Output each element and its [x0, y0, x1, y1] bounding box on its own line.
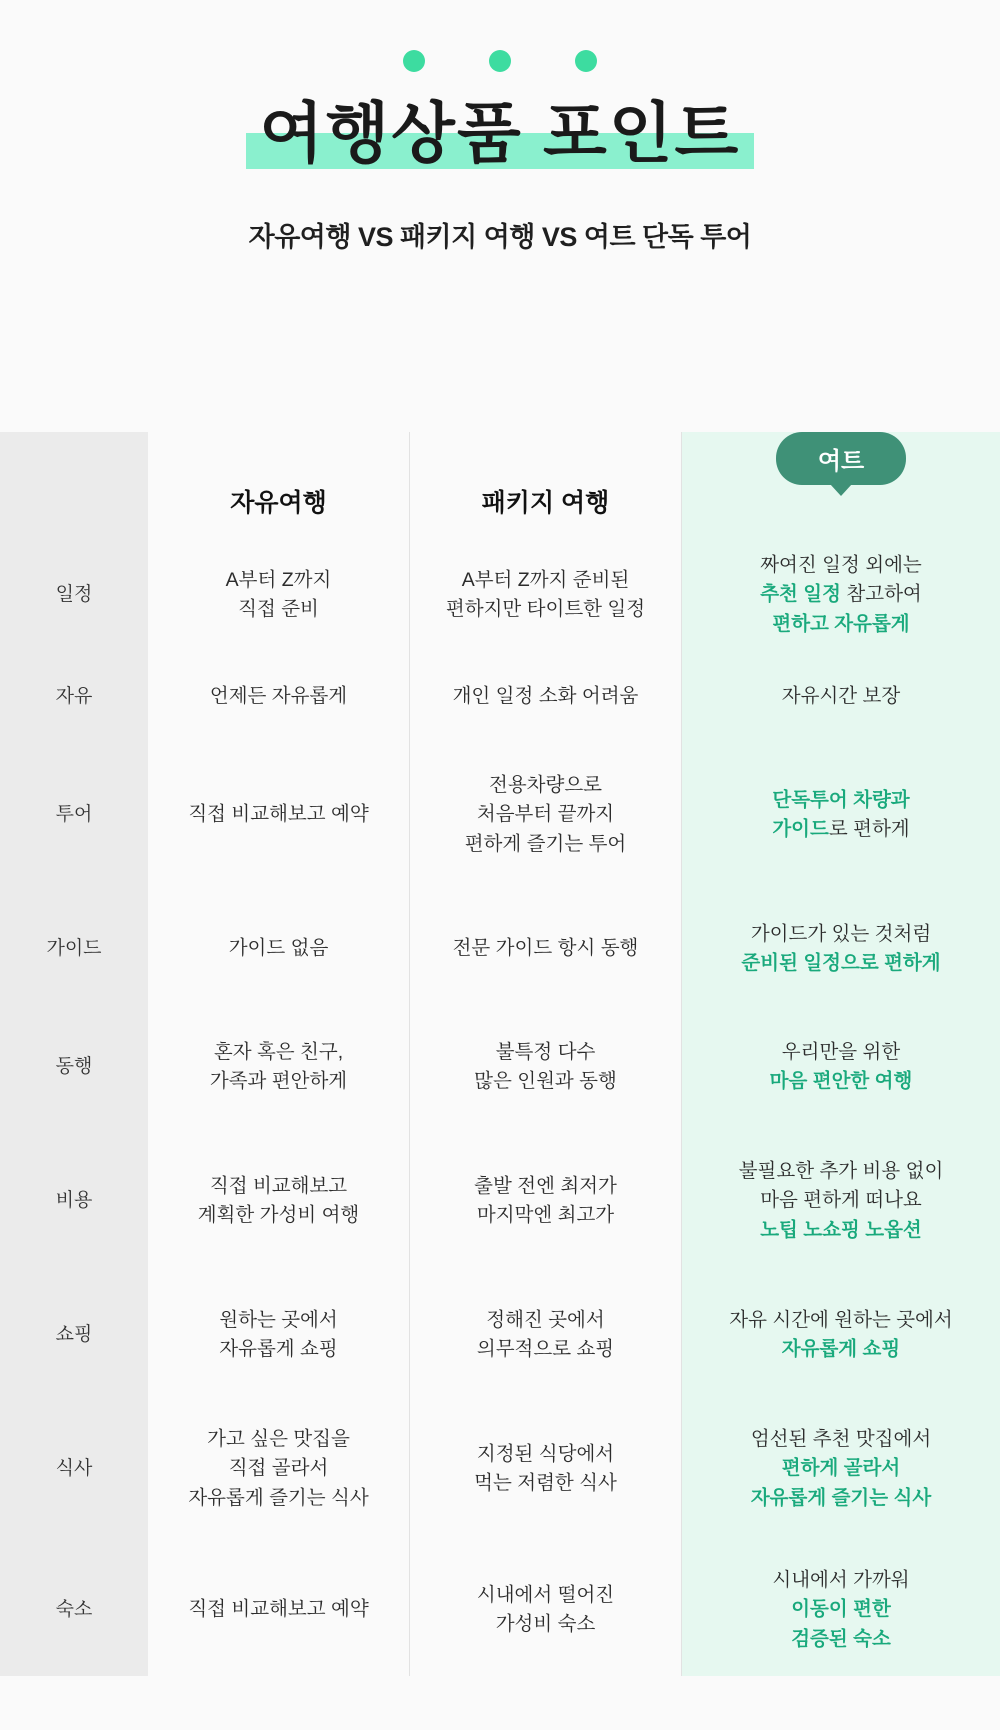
row-label: 쇼핑	[0, 1276, 148, 1394]
cell-line: 가이드 없음	[228, 937, 329, 960]
status-badge: 여트	[776, 432, 906, 485]
cell-yacht	[682, 1126, 1000, 1276]
cell-content	[690, 682, 992, 711]
cell-package	[410, 1008, 682, 1126]
cell-content	[156, 1038, 401, 1097]
cell-content	[690, 920, 992, 979]
cell-line: 직접 준비	[238, 598, 319, 620]
cell-line: 언제든 자유롭게	[209, 685, 348, 708]
header	[0, 0, 1000, 254]
cell-line: 편하게 즐기는 투어	[464, 832, 627, 855]
cell-content	[156, 682, 401, 711]
cell-line: 가고 싶은 맛집을	[207, 1428, 350, 1451]
cell-line: 먹는 저렴한 식사	[474, 1472, 617, 1494]
table-row	[0, 1126, 1000, 1276]
row-label: 일정	[0, 536, 148, 654]
cell-content	[690, 1566, 992, 1654]
cell-content	[690, 1038, 992, 1097]
table-body	[0, 536, 1000, 1676]
cell-line: 원하는 곳에서	[219, 1308, 338, 1331]
comparison-table	[0, 432, 1000, 1676]
cell-content	[418, 682, 673, 711]
dot-icon	[575, 50, 597, 72]
table-row	[0, 740, 1000, 890]
cell-line: A부터 Z까지	[225, 568, 332, 591]
dot-decoration	[0, 50, 1000, 72]
cell-line: 직접 골라서	[228, 1457, 329, 1480]
row-label: 동행	[0, 1008, 148, 1126]
cell-yacht	[682, 536, 1000, 654]
cell-content	[156, 1306, 401, 1365]
cell-package	[410, 1394, 682, 1544]
row-label: 투어	[0, 740, 148, 890]
cell-free	[148, 1394, 410, 1544]
cell-content	[418, 771, 673, 859]
cell-free	[148, 654, 410, 740]
table-row	[0, 1394, 1000, 1544]
cell-package	[410, 740, 682, 890]
cell-package	[410, 654, 682, 740]
row-label: 비용	[0, 1126, 148, 1276]
cell-content	[156, 1595, 401, 1624]
cell-line: 가이드로 편하게	[772, 818, 910, 840]
cell-content	[690, 1157, 992, 1245]
cell-line: 자유시간 보장	[781, 685, 901, 708]
cell-content	[418, 1581, 673, 1640]
row-label: 숙소	[0, 1544, 148, 1676]
cell-line: 마음 편하게 떠나요	[760, 1189, 922, 1212]
cell-free	[148, 1276, 410, 1394]
cell-line: 처음부터 끝까지	[476, 803, 615, 826]
cell-line: 직접 비교해보고 예약	[188, 803, 369, 826]
cell-content	[156, 934, 401, 963]
cell-line: 마음 편안한 여행	[769, 1070, 913, 1092]
cell-free	[148, 1008, 410, 1126]
cell-line: 자유롭게 쇼핑	[781, 1338, 901, 1360]
cell-line: 편하게 골라서	[781, 1457, 901, 1480]
cell-line: 자유롭게 즐기는 식사	[188, 1486, 369, 1509]
cell-line: 추천 일정 참고하여	[760, 583, 922, 606]
cell-line: 준비된 일정으로 편하게	[741, 952, 941, 974]
row-label: 식사	[0, 1394, 148, 1544]
cell-line: 자유롭게 쇼핑	[219, 1338, 338, 1360]
cell-content	[690, 1425, 992, 1513]
cell-content	[690, 786, 992, 845]
cell-content	[156, 1172, 401, 1231]
cell-package	[410, 890, 682, 1008]
cell-line: 시내에서 떨어진	[476, 1583, 615, 1606]
table-row	[0, 1276, 1000, 1394]
cell-content	[418, 1172, 673, 1231]
cell-line: 편하지만 타이트한 일정	[445, 598, 646, 620]
cell-line: 많은 인원과 동행	[474, 1070, 617, 1092]
cell-line: 가족과 편안하게	[209, 1070, 348, 1092]
table-row	[0, 536, 1000, 654]
table-row	[0, 654, 1000, 740]
cell-line: 불특정 다수	[495, 1040, 596, 1063]
cell-content	[156, 1425, 401, 1513]
cell-free	[148, 890, 410, 1008]
cell-yacht	[682, 654, 1000, 740]
cell-line: 혼자 혹은 친구,	[213, 1040, 344, 1063]
cell-line: 엄선된 추천 맛집에서	[750, 1428, 932, 1451]
cell-line: 직접 비교해보고	[209, 1174, 348, 1197]
page-title: 여행상품 포인트	[259, 96, 741, 170]
cell-free	[148, 740, 410, 890]
cell-content	[156, 566, 401, 625]
cell-line: 이동이 편한	[791, 1598, 891, 1621]
cell-yacht	[682, 1544, 1000, 1676]
cell-package	[410, 1126, 682, 1276]
cell-package	[410, 1276, 682, 1394]
column-header-label	[0, 432, 148, 536]
dot-icon	[489, 50, 511, 72]
cell-package	[410, 536, 682, 654]
cell-free	[148, 1544, 410, 1676]
cell-line: 개인 일정 소화 어려움	[452, 685, 639, 708]
cell-line: 편하고 자유롭게	[772, 612, 910, 635]
row-label: 자유	[0, 654, 148, 740]
cell-content	[418, 1306, 673, 1365]
cell-line: 직접 비교해보고 예약	[188, 1598, 369, 1621]
cell-line: 의무적으로 쇼핑	[476, 1338, 615, 1360]
yacht-badge-holder	[682, 432, 1000, 485]
cell-line: 검증된 숙소	[791, 1627, 891, 1650]
column-header-free: 자유여행	[148, 432, 410, 536]
cell-content	[156, 800, 401, 829]
cell-yacht	[682, 1008, 1000, 1126]
cell-line: 계획한 가성비 여행	[197, 1204, 360, 1226]
cell-line: A부터 Z까지 준비된	[461, 568, 630, 591]
cell-line: 노팁 노쇼핑 노옵션	[760, 1218, 922, 1241]
cell-line: 가성비 숙소	[495, 1613, 596, 1635]
cell-line: 마지막엔 최고가	[476, 1204, 615, 1226]
row-label: 가이드	[0, 890, 148, 1008]
cell-line: 단독투어 차량과	[772, 788, 910, 811]
cell-yacht	[682, 1276, 1000, 1394]
cell-line: 자유 시간에 원하는 곳에서	[729, 1308, 953, 1331]
cell-line: 짜여진 일정 외에는	[760, 554, 922, 577]
table-row	[0, 1544, 1000, 1676]
cell-line: 지정된 식당에서	[476, 1442, 615, 1465]
cell-content	[418, 934, 673, 963]
cell-line: 시내에서 가까워	[772, 1569, 910, 1592]
cell-line: 정해진 곳에서	[486, 1308, 605, 1331]
cell-yacht	[682, 890, 1000, 1008]
cell-line: 출발 전엔 최저가	[474, 1174, 617, 1197]
cell-line: 불필요한 추가 비용 없이	[738, 1160, 944, 1183]
cell-content	[418, 1038, 673, 1097]
cell-line: 전용차량으로	[488, 774, 603, 797]
cell-line: 전문 가이드 항시 동행	[452, 937, 639, 960]
cell-content	[418, 1440, 673, 1499]
cell-free	[148, 1126, 410, 1276]
cell-content	[418, 566, 673, 625]
table-row	[0, 1008, 1000, 1126]
dot-icon	[403, 50, 425, 72]
cell-line: 우리만을 위한	[781, 1040, 901, 1063]
cell-line: 가이드가 있는 것처럼	[750, 922, 932, 945]
cell-content	[690, 1306, 992, 1365]
page-title-wrap	[246, 92, 755, 175]
table-row	[0, 890, 1000, 1008]
cell-package	[410, 1544, 682, 1676]
cell-yacht	[682, 1394, 1000, 1544]
page-subtitle: 자유여행 VS 패키지 여행 VS 여트 단독 투어	[248, 221, 752, 252]
cell-free	[148, 536, 410, 654]
cell-line: 자유롭게 즐기는 식사	[750, 1486, 932, 1509]
column-header-package: 패키지 여행	[410, 432, 682, 536]
cell-yacht	[682, 740, 1000, 890]
cell-content	[690, 551, 992, 639]
